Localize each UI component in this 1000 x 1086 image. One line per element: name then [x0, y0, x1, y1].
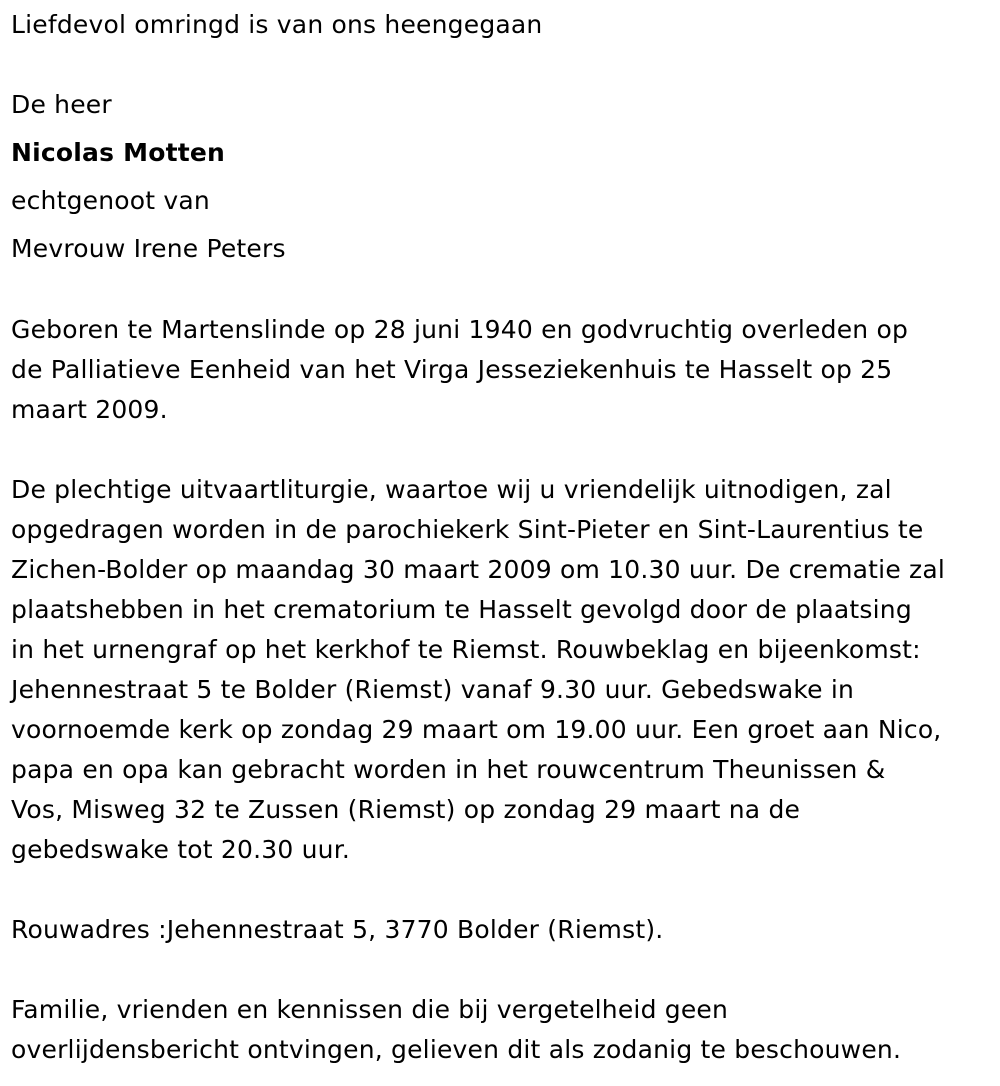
funeral-line: opgedragen worden in de parochiekerk Sint-Pieter en Sint-Laurentius te [11, 515, 924, 544]
funeral-line: plaatshebben in het crematorium te Hasselt gevolgd door de plaatsing [11, 595, 912, 624]
spouse-name: Mevrouw Irene Peters [11, 234, 286, 263]
birth-death-line: Geboren te Martenslinde op 28 juni 1940 en godvruchtig overleden op [11, 315, 909, 344]
address-line: Rouwadres :Jehennestraat 5, 3770 Bolder (Riemst). [11, 915, 664, 944]
address-paragraph [11, 910, 996, 950]
birth-death-line: de Palliatieve Eenheid van het Virga Jesseziekenhuis te Hasselt op 25 [11, 355, 893, 384]
intro-text: Liefdevol omringd is van ons heengegaan [11, 10, 543, 39]
funeral-paragraph [11, 470, 996, 870]
deceased-name: Nicolas Motten [11, 138, 226, 167]
birth-death-line: maart 2009. [11, 395, 168, 424]
closing-line: Familie, vrienden en kennissen die bij vergetelheid geen [11, 995, 729, 1024]
funeral-line: in het urnengraf op het kerkhof te Riemst. Rouwbeklag en bijeenkomst: [11, 635, 921, 664]
funeral-line: gebedswake tot 20.30 uur. [11, 835, 351, 864]
funeral-line: De plechtige uitvaartliturgie, waartoe wij u vriendelijk uitnodigen, zal [11, 475, 892, 504]
birth-death-paragraph [11, 310, 996, 430]
funeral-line: Zichen-Bolder op maandag 30 maart 2009 om 10.30 uur. De crematie zal [11, 555, 946, 584]
funeral-line: Vos, Misweg 32 te Zussen (Riemst) op zondag 29 maart na de [11, 795, 801, 824]
funeral-line: papa en opa kan gebracht worden in het rouwcentrum Theunissen & [11, 755, 886, 784]
relation-text: echtgenoot van [11, 186, 210, 215]
funeral-line: voornoemde kerk op zondag 29 maart om 19.00 uur. Een groet aan Nico, [11, 715, 942, 744]
closing-paragraph [11, 990, 996, 1070]
funeral-line: Jehennestraat 5 te Bolder (Riemst) vanaf 9.30 uur. Gebedswake in [11, 675, 855, 704]
salutation: De heer [11, 90, 112, 119]
closing-line: overlijdensbericht ontvingen, gelieven dit als zodanig te beschouwen. [11, 1035, 902, 1064]
